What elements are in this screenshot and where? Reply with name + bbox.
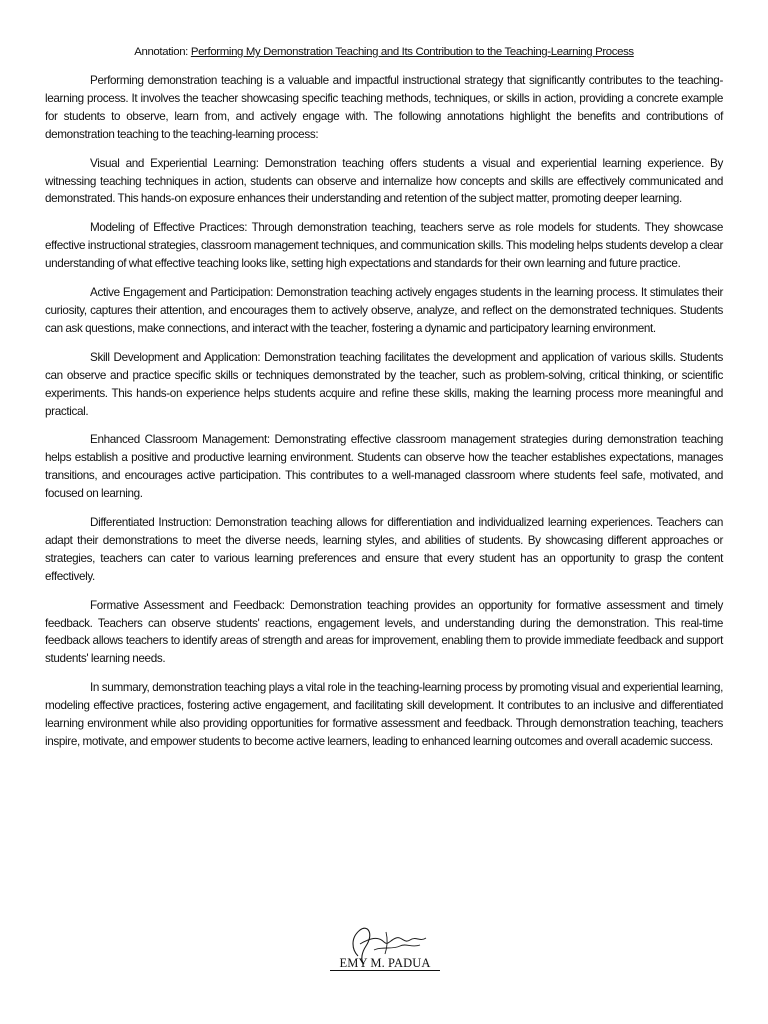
document-title: [45, 44, 723, 60]
paragraph-classroom-management: Enhanced Classroom Management: Demonstrating effective classroom management strategies during demonstration teaching helps establish a positive and productive learning environment. Students can observe how the teacher establishes expectations, manages transitions, and encourages active participation. This contributes to a well-managed classroom where students feel safe, motivated, and focused on learning.: [45, 433, 723, 501]
title-prefix: Annotation:: [134, 46, 191, 58]
paragraph-differentiated-instruction: Differentiated Instruction: Demonstration teaching allows for differentiation and individualized learning experiences. Teachers can adapt their demonstrations to meet the diverse needs, learning styles, and abilities of students. By showcasing different approaches or strategies, teachers can cater to various learning preferences and ensure that every student has an opportunity to grasp the content effectively.: [45, 516, 723, 583]
paragraph-summary: In summary, demonstration teaching plays a vital role in the teaching-learning process by promoting visual and experiential learning, modeling effective practices, fostering active engagement, and facilitating skill development. It contributes to an inclusive and differentiated learning environment while also providing opportunities for formative assessment and feedback. Through demonstration teaching, teachers inspire, motivate, and empower students to become active learners, leading to enhanced learning outcomes and overall academic success.: [45, 681, 723, 748]
paragraph-visual-experiential-learning: Visual and Experiential Learning: Demonstration teaching offers students a visual and experiential learning experience. By witnessing teaching techniques in action, students can observe and internalize how concepts and skills are effectively communicated and demonstrated. This hands-on exposure enhances their understanding and retention of the subject matter, promoting deeper learning.: [45, 156, 723, 206]
paragraph-modeling-effective-practices: Modeling of Effective Practices: Through demonstration teaching, teachers serve as role models for students. They showcase effective instructional strategies, classroom management techniques, and communication skills. This modeling helps students develop a clear understanding of what effective teaching looks like, setting high expectations and standards for their own learning and future practice.: [45, 221, 723, 271]
document-page: [45, 44, 723, 762]
paragraph-formative-assessment: Formative Assessment and Feedback: Demonstration teaching provides an opportunity for formative assessment and timely feedback. Teachers can observe students' reactions, engagement levels, and understanding during the demonstration. This real-time feedback allows teachers to identify areas of strength and areas for improvement, enabling them to provide immediate feedback and support students' learning needs.: [45, 598, 723, 666]
paragraph-intro: Performing demonstration teaching is a valuable and impactful instructional strategy that significantly contributes to the teaching-learning process. It involves the teacher showcasing specific teaching methods, techniques, or skills in action, providing a concrete example for students to observe, learn from, and actively engage with. The following annotations highlight the benefits and contributions of demonstration teaching to the teaching-learning process:: [45, 74, 723, 141]
paragraph-active-engagement: Active Engagement and Participation: Demonstration teaching actively engages students in the learning process. It stimulates their curiosity, captures their attention, and encourages them to actively observe, analyze, and reflect on the demonstrated techniques. Students can ask questions, make connections, and interact with the teacher, fostering a dynamic and participatory learning environment.: [45, 286, 723, 335]
signature-block: [330, 920, 450, 976]
paragraph-skill-development: Skill Development and Application: Demonstration teaching facilitates the development and application of various skills. Students can observe and practice specific skills or techniques demonstrated by the teacher, such as problem-solving, critical thinking, or scientific experiments. This hands-on experience helps students acquire and refine these skills, making the learning process more meaningful and practical.: [45, 350, 723, 418]
title-main: Performing My Demonstration Teaching and Its Contribution to the Teaching-Learning Process: [190, 46, 634, 58]
signatory-name: EMY M. PADUA: [330, 956, 440, 971]
